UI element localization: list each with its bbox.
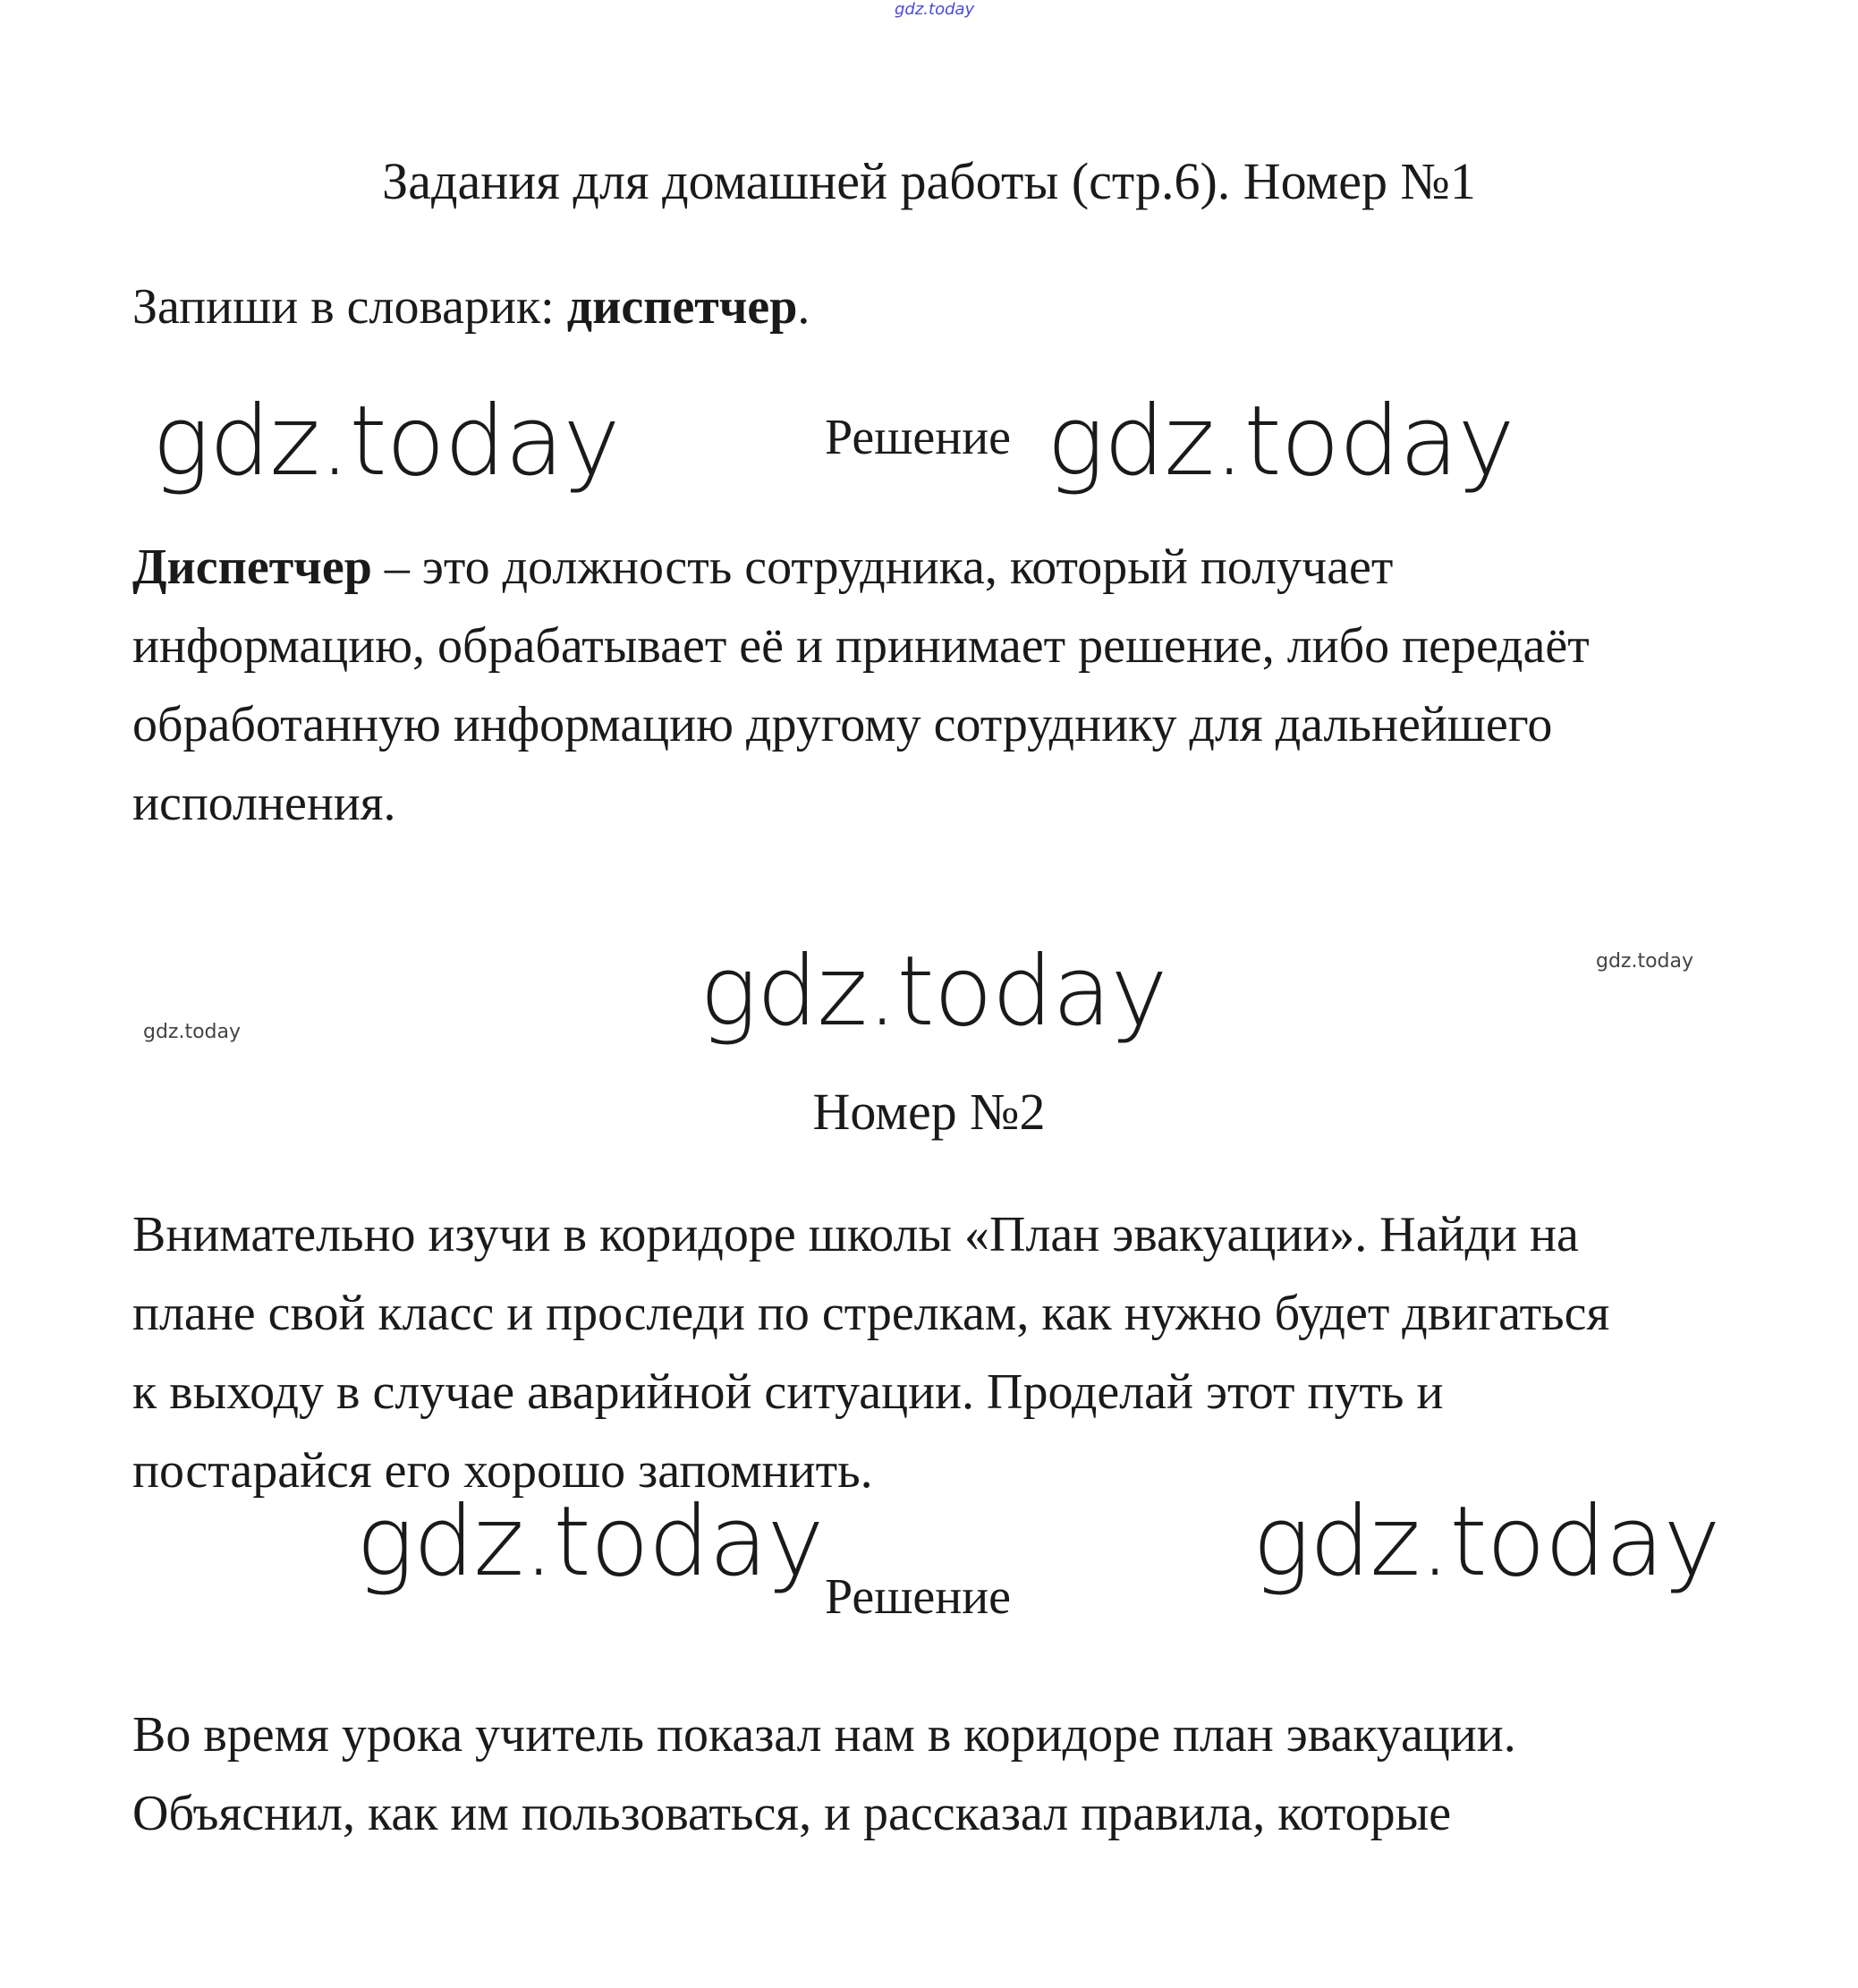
task1-instruction-prefix: Запиши в словарик: [132, 279, 567, 335]
watermark-large: gdz.today [700, 936, 1167, 1048]
task2-instruction-line: постарайся его хорошо запомнить. [132, 1443, 873, 1499]
task2-answer-line: Во время урока учитель показал нам в коридоре план эвакуации. [132, 1707, 1516, 1763]
task2-answer-line: Объяснил, как им пользоваться, и рассказал правила, которые [132, 1786, 1452, 1841]
task2-answer [132, 1695, 1743, 1853]
task1-answer-line: информацию, обрабатывает её и принимает решение, либо передаёт [132, 618, 1590, 674]
task2-instruction-line: Внимательно изучи в коридоре школы «План эвакуации». Найди на [132, 1207, 1579, 1262]
watermark-large: gdz.today [152, 386, 620, 497]
task2-instruction [132, 1195, 1743, 1510]
task2-instruction-line: к выходу в случае аварийной ситуации. Проделай этот путь и [132, 1364, 1444, 1420]
task1-answer-line [132, 528, 1743, 607]
task1-answer-line: исполнения. [132, 776, 396, 831]
task1-instruction-suffix: . [797, 279, 810, 335]
task1-instruction-word: диспетчер [566, 279, 798, 335]
watermark-small: gdz.today [143, 1021, 242, 1043]
watermark-large: gdz.today [1252, 1486, 1720, 1598]
task1-instruction [132, 277, 810, 337]
watermark-small: gdz.today [1596, 950, 1694, 973]
task1-answer [132, 528, 1743, 843]
task1-answer-term: Диспетчер [132, 539, 372, 595]
task1-answer-text: – это должность сотрудника, который получает [371, 539, 1394, 595]
watermark-large: gdz.today [1047, 386, 1514, 497]
watermark-large: gdz.today [356, 1486, 824, 1598]
task2-solution-label: Решение [825, 1569, 1012, 1625]
task1-answer-line: обработанную информацию другому сотруднику для дальнейшего [132, 697, 1553, 752]
task2-title: Номер №2 [812, 1083, 1046, 1141]
task1-solution-label: Решение [825, 410, 1012, 465]
task1-title: Задания для домашней работы (стр.6). Номер №1 [382, 152, 1476, 210]
task2-instruction-line: плане свой класс и проследи по стрелкам, как нужно будет двигаться [132, 1286, 1610, 1341]
top-watermark: gdz.today [895, 0, 975, 19]
